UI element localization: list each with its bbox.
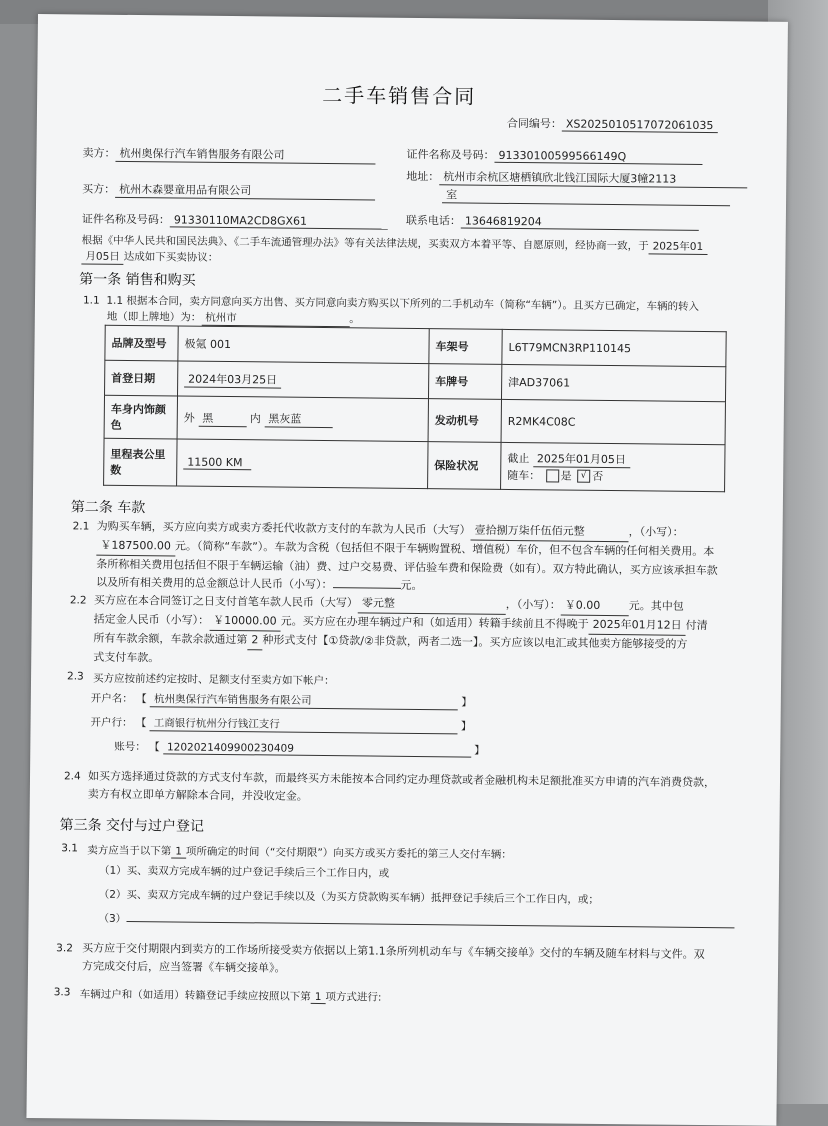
address-line-2-row bbox=[442, 186, 730, 206]
seller-id: 91330100599566149Q bbox=[494, 149, 702, 165]
section-3-1-text bbox=[87, 843, 512, 862]
checkbox-yes-label: 是 bbox=[560, 468, 572, 483]
bank-label: 开户行： bbox=[90, 716, 133, 730]
page-title: 二手车销售合同 bbox=[322, 82, 477, 109]
first-payment-chinese: 零元整 bbox=[358, 594, 506, 615]
amount-numeric: ￥187500.00 bbox=[96, 537, 175, 557]
section-text: 如买方选择通过贷款的方式支付车款，而最终买方未能按本合同约定办理贷款或者金融机构未足额批准买方申请的汽车消费贷款， bbox=[87, 769, 716, 790]
section-text: 种形式支付【①贷款/②非贷款，两者二选一】。买方应该以电汇或其他卖方能够接受的方 bbox=[262, 633, 688, 651]
section-text: 地（即上牌地）为： bbox=[106, 310, 202, 324]
seller-name: 杭州奥保行汽车销售服务有限公司 bbox=[115, 145, 375, 165]
seller-id-row bbox=[406, 146, 702, 165]
section-text: ，（小写）： bbox=[628, 525, 684, 539]
section-text: （3） bbox=[98, 912, 127, 925]
section-text: 所有车款余额，车款余款通过第 bbox=[93, 631, 248, 647]
table-cell-value bbox=[501, 442, 725, 491]
table-cell-label: 车牌号 bbox=[428, 364, 501, 400]
bracket-left: 【 bbox=[136, 693, 147, 706]
table-cell-label: 发动机号 bbox=[428, 399, 501, 443]
payment-option: 2 bbox=[247, 631, 262, 650]
intro-text-2: 达成如下买卖协议： bbox=[123, 250, 219, 264]
bracket-left: 【 bbox=[149, 741, 160, 754]
account-name-row bbox=[91, 691, 472, 711]
section-text: 元。其中包 bbox=[628, 599, 684, 613]
section-2-2-text bbox=[93, 592, 744, 674]
section-2-3-text: 买方应按前述约定按时、足额支付至卖方如下帐户： bbox=[92, 672, 335, 688]
buyer-name: 杭州木森婴童用品有限公司 bbox=[115, 181, 375, 201]
section-2-4-number: 2.4 bbox=[63, 770, 81, 783]
section-2-3-number: 2.3 bbox=[67, 670, 84, 683]
transfer-option: 1 bbox=[311, 991, 326, 1004]
table-cell-label: 里程表公里数 bbox=[104, 438, 177, 486]
buyer-label: 买方： bbox=[82, 182, 116, 196]
intro-date-2: 月05日 bbox=[81, 248, 124, 264]
total-amount-blank bbox=[333, 587, 401, 589]
section-3-2-text bbox=[82, 940, 752, 983]
bracket-right: 】 bbox=[461, 696, 472, 709]
address-label: 地址： bbox=[406, 169, 440, 184]
section-3-1-item-2: （2）买、卖双方完成车辆的过户登记手续以及（为买方贷款购买车辆）抵押登记手续后三个工作日内，或； bbox=[98, 888, 600, 906]
table-cell-value: 极氪 001 bbox=[178, 326, 429, 364]
other-option-blank bbox=[126, 921, 734, 928]
section-2-2-number: 2.2 bbox=[69, 594, 87, 607]
table-cell-label: 保险状况 bbox=[428, 442, 501, 490]
checkbox-no-checked[interactable]: √ bbox=[577, 470, 590, 483]
section-text: 以及所有相关费用的总金额总计人民币（小写）： bbox=[95, 575, 333, 592]
buyer-id-row bbox=[82, 210, 388, 229]
section-text: 式支付车款。 bbox=[93, 650, 160, 665]
section-2-1-text bbox=[96, 518, 737, 599]
buyer-id-label: 证件名称及号码： bbox=[81, 212, 170, 227]
section-text: 买方应在本合同签订之日支付首笔车款人民币（大写） bbox=[93, 593, 358, 610]
bracket-right: 】 bbox=[461, 720, 472, 733]
bracket-right: 】 bbox=[474, 744, 485, 757]
phone-row bbox=[406, 212, 699, 231]
table-cell-value: L6T79MCN3RP110145 bbox=[502, 329, 726, 366]
section-text: 方完成交付后，应当签署《车辆交接单》。 bbox=[81, 959, 286, 975]
table-cell-value bbox=[177, 439, 428, 489]
seller-row bbox=[82, 144, 375, 164]
seller-id-label: 证件名称及号码： bbox=[406, 147, 495, 162]
account-name: 杭州奥保行汽车销售服务有限公司 bbox=[150, 691, 458, 710]
phone-label: 联系电话： bbox=[405, 213, 461, 228]
bank-row bbox=[90, 715, 471, 735]
section-3-3-number: 3.3 bbox=[53, 986, 71, 999]
section-text: 元。（简称“车款”）。车款为含税（包括但不限于车辆购置税、增值税）车价，但不包含车辆的任何相关费用。本 bbox=[174, 539, 715, 559]
section-2-1-number: 2.1 bbox=[72, 520, 90, 533]
section-text: 为购买车辆，买方应向卖方或卖方委托代收款方支付的车款为人民币（大写） bbox=[96, 519, 471, 537]
mileage: 11500 KM bbox=[183, 456, 251, 471]
payment-deadline: 2025年01月12日 bbox=[589, 616, 686, 636]
section-text: 买方应于交付期限内到卖方的工作场所接受卖方依据以上第1.1条所列机动车与《车辆交接单》交付的车辆及随车材料与文件。双 bbox=[82, 941, 705, 962]
seller-label: 卖方： bbox=[82, 146, 116, 160]
section-text: 元。买方应在办理车辆过户和（如适用）转籍手续前且不得晚于 bbox=[280, 614, 589, 631]
table-cell-label: 车架号 bbox=[429, 329, 502, 365]
exterior-color: 黑 bbox=[198, 409, 246, 427]
checkbox-yes[interactable] bbox=[546, 469, 559, 482]
section-number: 1.1 bbox=[82, 294, 100, 307]
registration-date: 2024年03月25日 bbox=[184, 370, 281, 388]
table-row bbox=[104, 395, 725, 445]
first-payment-numeric: ￥0.00 bbox=[561, 597, 629, 617]
buyer-row bbox=[82, 180, 375, 200]
delivery-option: 1 bbox=[171, 845, 186, 858]
contract-number-label: 合同编号： bbox=[506, 116, 562, 131]
insurance-until: 2025年01月05日 bbox=[533, 450, 630, 468]
section-text: 付清 bbox=[685, 618, 708, 633]
with-car-label: 随车： bbox=[507, 468, 541, 482]
account-number-row bbox=[114, 739, 485, 758]
address-line-2: 室 bbox=[442, 186, 730, 206]
section-text: 卖方有权立即单方解除本合同，并没收定金。 bbox=[87, 787, 308, 803]
insurance-prefix: 截止 bbox=[507, 451, 530, 465]
bank-name: 工商银行杭州分行钱江支行 bbox=[150, 715, 458, 734]
deposit-amount: ￥10000.00 bbox=[209, 612, 281, 632]
address-row bbox=[406, 168, 747, 189]
intro-date-1: 2025年01 bbox=[649, 238, 708, 255]
section-text: 元。 bbox=[400, 578, 423, 593]
exterior-prefix: 外 bbox=[183, 411, 195, 425]
table-cell-label: 车身内饰颜色 bbox=[104, 395, 177, 439]
contract-paper bbox=[26, 14, 788, 1126]
registration-city: 杭州市 bbox=[201, 310, 349, 328]
table-row bbox=[104, 438, 725, 492]
section-3-3-text bbox=[80, 986, 382, 1004]
section-1-1-line-2: 地（即上牌地）为： 杭州市 。 bbox=[106, 310, 360, 326]
section-3-2-number: 3.2 bbox=[56, 942, 73, 955]
account-number: 1202021409900230409 bbox=[163, 741, 471, 757]
buyer-id: 91330110MA2CD8GX61 bbox=[170, 213, 388, 229]
table-cell-value bbox=[177, 396, 428, 442]
table-cell-value: R2MK4C08C bbox=[501, 399, 725, 444]
interior-prefix: 内 bbox=[249, 411, 261, 425]
account-number-label: 账号： bbox=[114, 740, 146, 754]
section-text: 卖方应当于以下第 bbox=[87, 844, 172, 858]
address-line-1: 杭州市余杭区塘栖镇欣北钱江国际大厦3幢2113 bbox=[439, 168, 747, 188]
amount-chinese: 壹拾捌万柒仟伍佰元整 bbox=[471, 522, 629, 543]
section-2-4-text bbox=[88, 768, 748, 811]
interior-color: 黑灰蓝 bbox=[264, 410, 332, 428]
checkbox-no-label: 否 bbox=[592, 469, 604, 483]
section-text: 车辆过户和（如适用）转籍登记手续应按照以下第 bbox=[79, 988, 311, 1003]
section-text: 括定金人民币（小写）： bbox=[93, 612, 210, 627]
table-cell-label: 首登日期 bbox=[105, 360, 178, 396]
vehicle-table bbox=[103, 325, 727, 493]
section-3-1-item-1: （1）买、卖双方完成车辆的过户登记手续后三个工作日内，或 bbox=[98, 864, 390, 880]
article-1-title: 第一条 销售和购买 bbox=[79, 271, 196, 289]
phone-number: 13646819204 bbox=[461, 214, 699, 230]
section-text: ，（小写）： bbox=[505, 597, 561, 612]
table-cell-label: 品牌及型号 bbox=[105, 325, 178, 361]
section-3-1-item-3 bbox=[98, 911, 734, 933]
account-name-label: 开户名： bbox=[90, 692, 133, 706]
intro-line-2 bbox=[81, 248, 218, 265]
section-3-1-number: 3.1 bbox=[61, 842, 79, 855]
article-2-title: 第二条 车款 bbox=[70, 499, 146, 517]
section-text: 项方式进行: bbox=[325, 991, 382, 1004]
contract-number: XS2025010517072061035 bbox=[562, 117, 718, 133]
table-cell-value: 津AD37061 bbox=[501, 364, 725, 401]
table-cell-value bbox=[178, 361, 429, 399]
article-3-title: 第三条 交付与过户登记 bbox=[59, 817, 205, 835]
section-text: 项所确定的时间（“交付期限”）向买方或买方委托的第三人交付车辆： bbox=[185, 845, 512, 862]
section-text: 条所称相关费用包括但不限于车辆运输（油）费、过户交易费、评估验车费和保险费（如有）。双方特此确认，买方应该承担车款 bbox=[96, 557, 718, 578]
contract-number-row bbox=[507, 115, 718, 133]
bracket-left: 【 bbox=[135, 717, 147, 730]
section-text: 1.1 根据本合同，卖方同意向买方出售、买方同意向卖方购买以下所列的二手机动车（简称“车辆”）。且买方已确定，车辆的转入 bbox=[106, 294, 700, 313]
intro-text: 根据《中华人民共和国民法典》、《二手车流通管理办法》等有关法律法规，买卖双方本着平等、自愿原则，经协商一致，于 bbox=[81, 234, 649, 253]
